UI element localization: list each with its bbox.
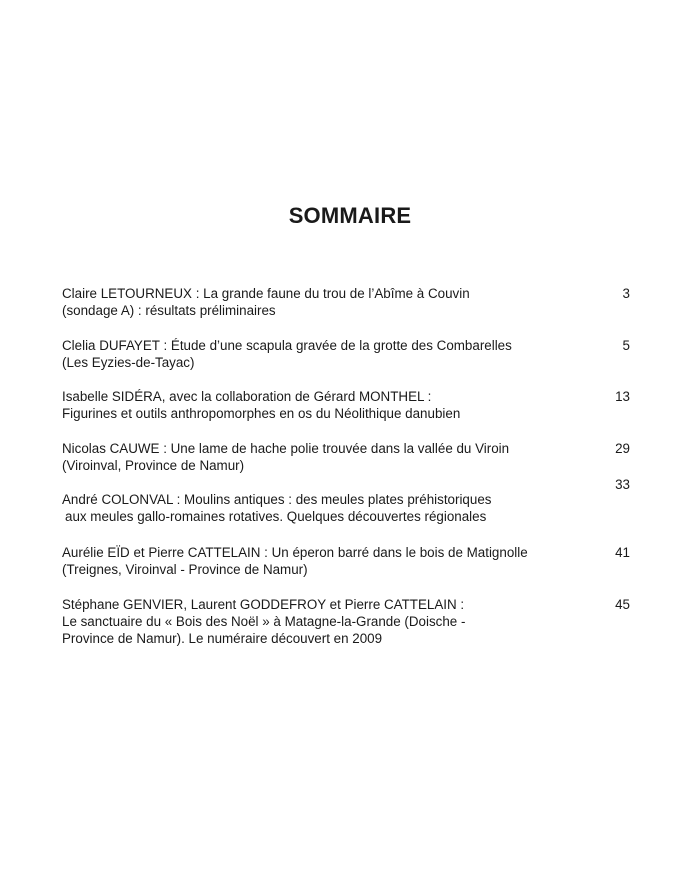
toc-entry-line: Isabelle SIDÉRA, avec la collaboration de Gérard MONTHEL : <box>62 389 432 404</box>
toc-entry-line: André COLONVAL : Moulins antiques : des meules plates préhistoriques <box>62 492 492 507</box>
toc-entry <box>62 491 632 525</box>
toc-entry-line: Le sanctuaire du « Bois des Noël » à Matagne-la-Grande (Doische - <box>62 614 466 629</box>
page-title: SOMMAIRE <box>288 203 412 228</box>
toc-page-number: 45 <box>615 597 630 612</box>
toc-entry <box>62 440 632 474</box>
toc-page-number: 33 <box>615 477 630 492</box>
toc-entry-line: Province de Namur). Le numéraire découvert en 2009 <box>62 631 383 646</box>
toc-page-number: 5 <box>622 338 630 353</box>
toc-page-number: 13 <box>615 389 630 404</box>
toc-entry <box>62 285 632 319</box>
toc-entry-line: (Treignes, Viroinval - Province de Namur) <box>62 562 308 577</box>
toc-entry-line: (Les Eyzies-de-Tayac) <box>62 355 195 370</box>
toc-entry <box>62 337 632 371</box>
toc-entry <box>62 388 632 422</box>
toc-page-number: 29 <box>615 441 630 456</box>
toc-entry <box>62 596 632 647</box>
toc-entry-line: Claire LETOURNEUX : La grande faune du trou de l’Abîme à Couvin <box>62 286 470 301</box>
toc-entry-line: Stéphane GENVIER, Laurent GODDEFROY et Pierre CATTELAIN : <box>62 597 465 612</box>
toc-entry <box>62 544 632 578</box>
toc-entry-line: Aurélie EÏD et Pierre CATTELAIN : Un éperon barré dans le bois de Matignolle <box>62 545 528 560</box>
toc-entry-line: Figurines et outils anthropomorphes en os du Néolithique danubien <box>62 406 461 421</box>
toc-entry-line: Clelia DUFAYET : Étude d’une scapula gravée de la grotte des Combarelles <box>62 338 512 353</box>
toc-entry-line: aux meules gallo-romaines rotatives. Quelques découvertes régionales <box>65 509 487 524</box>
toc-entry-line: (sondage A) : résultats préliminaires <box>62 303 276 318</box>
toc-page-number: 3 <box>622 286 630 301</box>
toc-entry-line: (Viroinval, Province de Namur) <box>62 458 245 473</box>
toc-entry-line: Nicolas CAUWE : Une lame de hache polie trouvée dans la vallée du Viroin <box>62 441 510 456</box>
toc-page-number: 41 <box>615 545 630 560</box>
